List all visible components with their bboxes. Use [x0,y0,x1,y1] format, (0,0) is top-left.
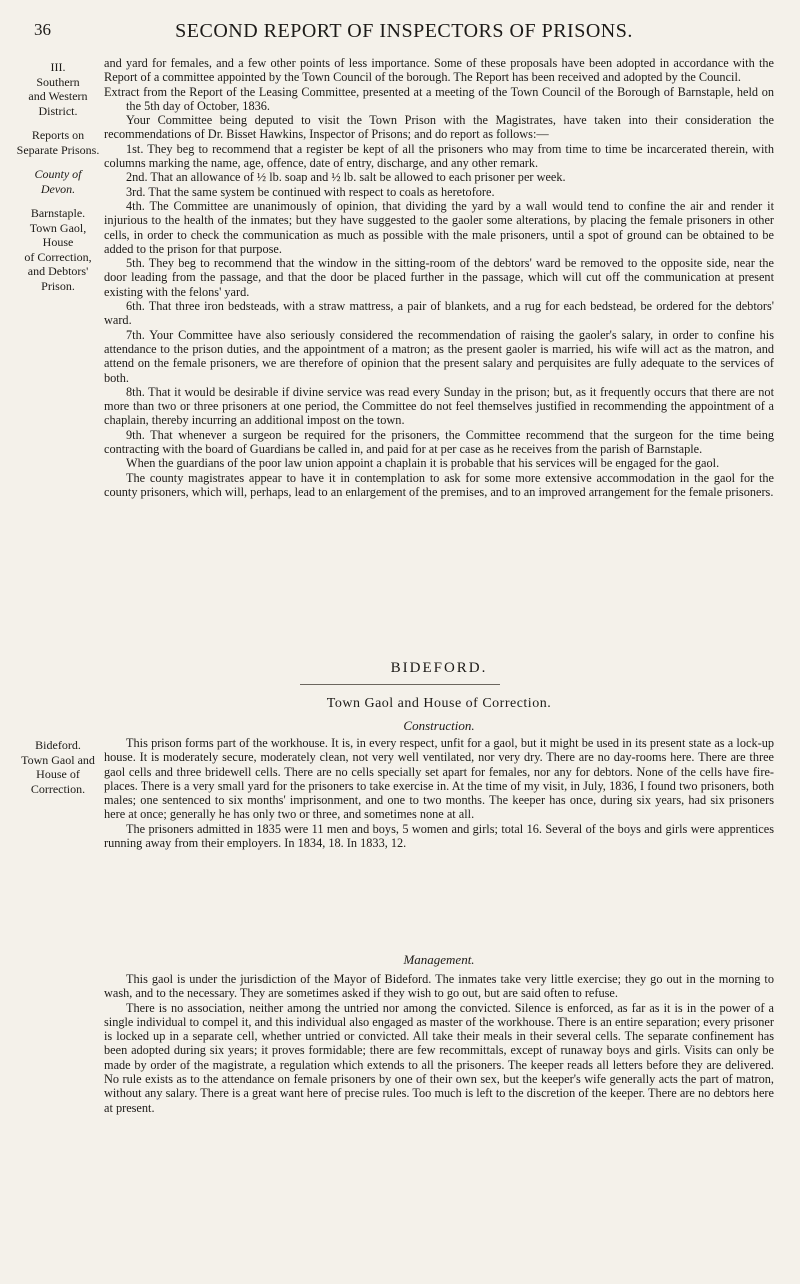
place-label: and Debtors' Prison. [27,264,89,293]
district-name-line: and Western [28,89,88,103]
district-name-line: District. [38,103,78,118]
margin-note-district [16,60,100,293]
management-heading: Management. [403,952,475,967]
recommendation: 5th. They beg to recommend that the window in the sitting-room of the debtors' ward be removed to the opposite side, near the door leading from the passage, and that the door be placed further in the passage, which will cut off the communication at present existing with the felons' yard. [104,256,774,299]
place-label: of Correction, [24,249,92,264]
section-heading-place [104,660,774,677]
paragraph: The prisoners admitted in 1835 were 11 men and boys, 5 women and girls; total 16. Several of the boys and girls were apprentices running away from their employers. In 1834, 18. In 1833, 12. [104,821,774,851]
recommendation: 8th. That it would be desirable if divine service was read every Sunday in the prison; but, as it frequently occurs that there are not more than two or three prisoners at one period, the Committee do not feel themselves justified in recommending the appointment of a chaplain, thereby incurring an additional impost on the town. [104,384,774,428]
page-number: 36 [34,20,51,39]
place-label: Barnstaple. [30,206,86,220]
paragraph: This gaol is under the jurisdiction of the Mayor of Bideford. The inmates take very little exercise; they go out in the morning to wash, and to the necessary. They are sometimes asked if they wish to go out, but are said often to refuse. [104,972,774,1001]
paragraph: and yard for females, and a few other points of less importance. Some of these proposals have been adopted in accordance with the Report of a committee appointed by the Town Council of the borough. The Report has been received and adopted by the Council. [104,56,774,85]
reports-label: Separate Prisons. [16,142,100,157]
construction-heading: Construction. [403,718,475,733]
divider [300,684,500,685]
paragraph: The county magistrates appear to have it in contemplation to ask for some more extensive accommodation in the gaol for the county prisoners, which will, perhaps, lead to an enlargement of the premises, and to an improved arrangement for the female prisoners. [104,470,774,499]
paragraph: When the guardians of the poor law union appoint a chaplain it is probable that his services will be engaged for the gaol. [126,456,720,471]
margin-note-bideford [16,738,100,796]
recommendation: 3rd. That the same system be continued with respect to coals as heretofore. [126,184,495,199]
paragraph: Your Committee being deputed to visit the Town Prison with the Magistrates, have taken into their consideration the recommendations of Dr. Bisset Hawkins, Inspector of Prisons; and do report as follows:— [104,113,774,142]
district-number: III. [50,60,66,74]
paragraph: Extract from the Report of the Leasing Committee, presented at a meeting of the Town Council of the Borough of Barnstaple, held on the 5th day of October, 1836. [104,84,774,113]
recommendation: 1st. They beg to recommend that a register be kept of all the prisoners who may from time to time be incarcerated therein, with columns marking the name, age, offence, date of entry, discharge, and any other remark. [104,141,774,171]
place-label: Town Gaol, House [29,220,87,249]
place-label: Bideford. [35,738,81,752]
district-name-line: Southern [36,74,80,89]
barnstaple-report [104,56,774,499]
section-heading-management [104,952,774,968]
page-header [34,20,774,48]
recommendation: 9th. That whenever a surgeon be required for the prisoners, the Committee recommend that the surgeon for the time being contracting with the board of Guardians be called in, and paid for at per case as he receives from the parish of Barnstaple. [104,427,774,457]
paragraph: This prison forms part of the workhouse. It is, in every respect, unfit for a gaol, but it might be used in its present state as a lock-up house. It is moderately secure, moderately clean, not very well ventilated, nor very dry. There are no day-rooms here. There are three gaol cells and three bridewell cells. There are no cells specially set apart for females, nor any for debtors. None of the cells have fire-places. There is a very small yard for the prisoners to take exercise in. At the time of my visit, in July, 1836, I found two prisoners, both males; one sentenced to six months' imprisonment, and one to two months. The keeper has once, during six years, had six prisoners here at once; generally he has only two or three, and sometimes none at all. [104,736,774,822]
place-label: Town Gaol and [21,752,95,767]
recommendation: 4th. The Committee are unanimously of opinion, that dividing the yard by a wall would tend to confine the air and render it injurious to the health of the inmates; but they have suggested to the gaoler some alterations, by placing the female prisoners in other cells, in order to check the communication as much as possible with the male prisoners, until a spot of ground can be obtained to be added to the prison for that purpose. [104,198,774,256]
county-label: County of Devon. [34,167,82,196]
recommendation: 2nd. That an allowance of ½ lb. soap and ½ lb. salt be allowed to each prisoner per week. [126,170,566,185]
running-title: SECOND REPORT OF INSPECTORS OF PRISONS. [175,20,633,42]
section-heading-construction [104,718,774,734]
institution-heading: Town Gaol and House of Correction. [326,696,552,711]
recommendation: 7th. Your Committee have also seriously considered the recommendation of raising the gaoler's salary, in order to confine his attendance to the prison duties, and the appointment of a matron; as the present gaoler is married, his wife will act as the matron, and attend on the female prisoners, we are therefore of opinion that the present salary and perquisites are fully adequate to the services of both. [104,327,774,385]
paragraph: There is no association, neither among the untried nor among the convicted. Silence is enforced, as far as it is in the power of a single individual to compel it, and this individual also engaged as master of the workhouse. There is an entire separation; every prisoner is locked up in a separate cell, whether untried or convicted. All take their meals in their several cells. The separate confinement has been adopted during six years; it proves formidable; there are few recommittals, except of runaway boys and girls. Visits can only be made by order of the magistrate, a regulation which extends to all the prisoners. The keeper reads all letters before they are delivered. No rule exists as to the attendance on female prisoners by one of their own sex, but the keeper's wife generally acts the part of matron, without any salary. There is a great want here of precise rules. Too much is left to the discretion of the keeper. There are no debtors here at present. [104,1000,774,1115]
reports-label: Reports on [31,128,85,142]
section-heading-institution [104,696,774,712]
bideford-construction [104,736,774,850]
recommendation: 6th. That three iron bedsteads, with a straw mattress, a pair of blankets, and a rug for each bedstead, be ordered for the debtors' ward. [104,299,774,328]
place-label: House of Correction. [30,767,86,796]
place-heading: BIDEFORD. [390,660,488,676]
bideford-management [104,972,774,1115]
